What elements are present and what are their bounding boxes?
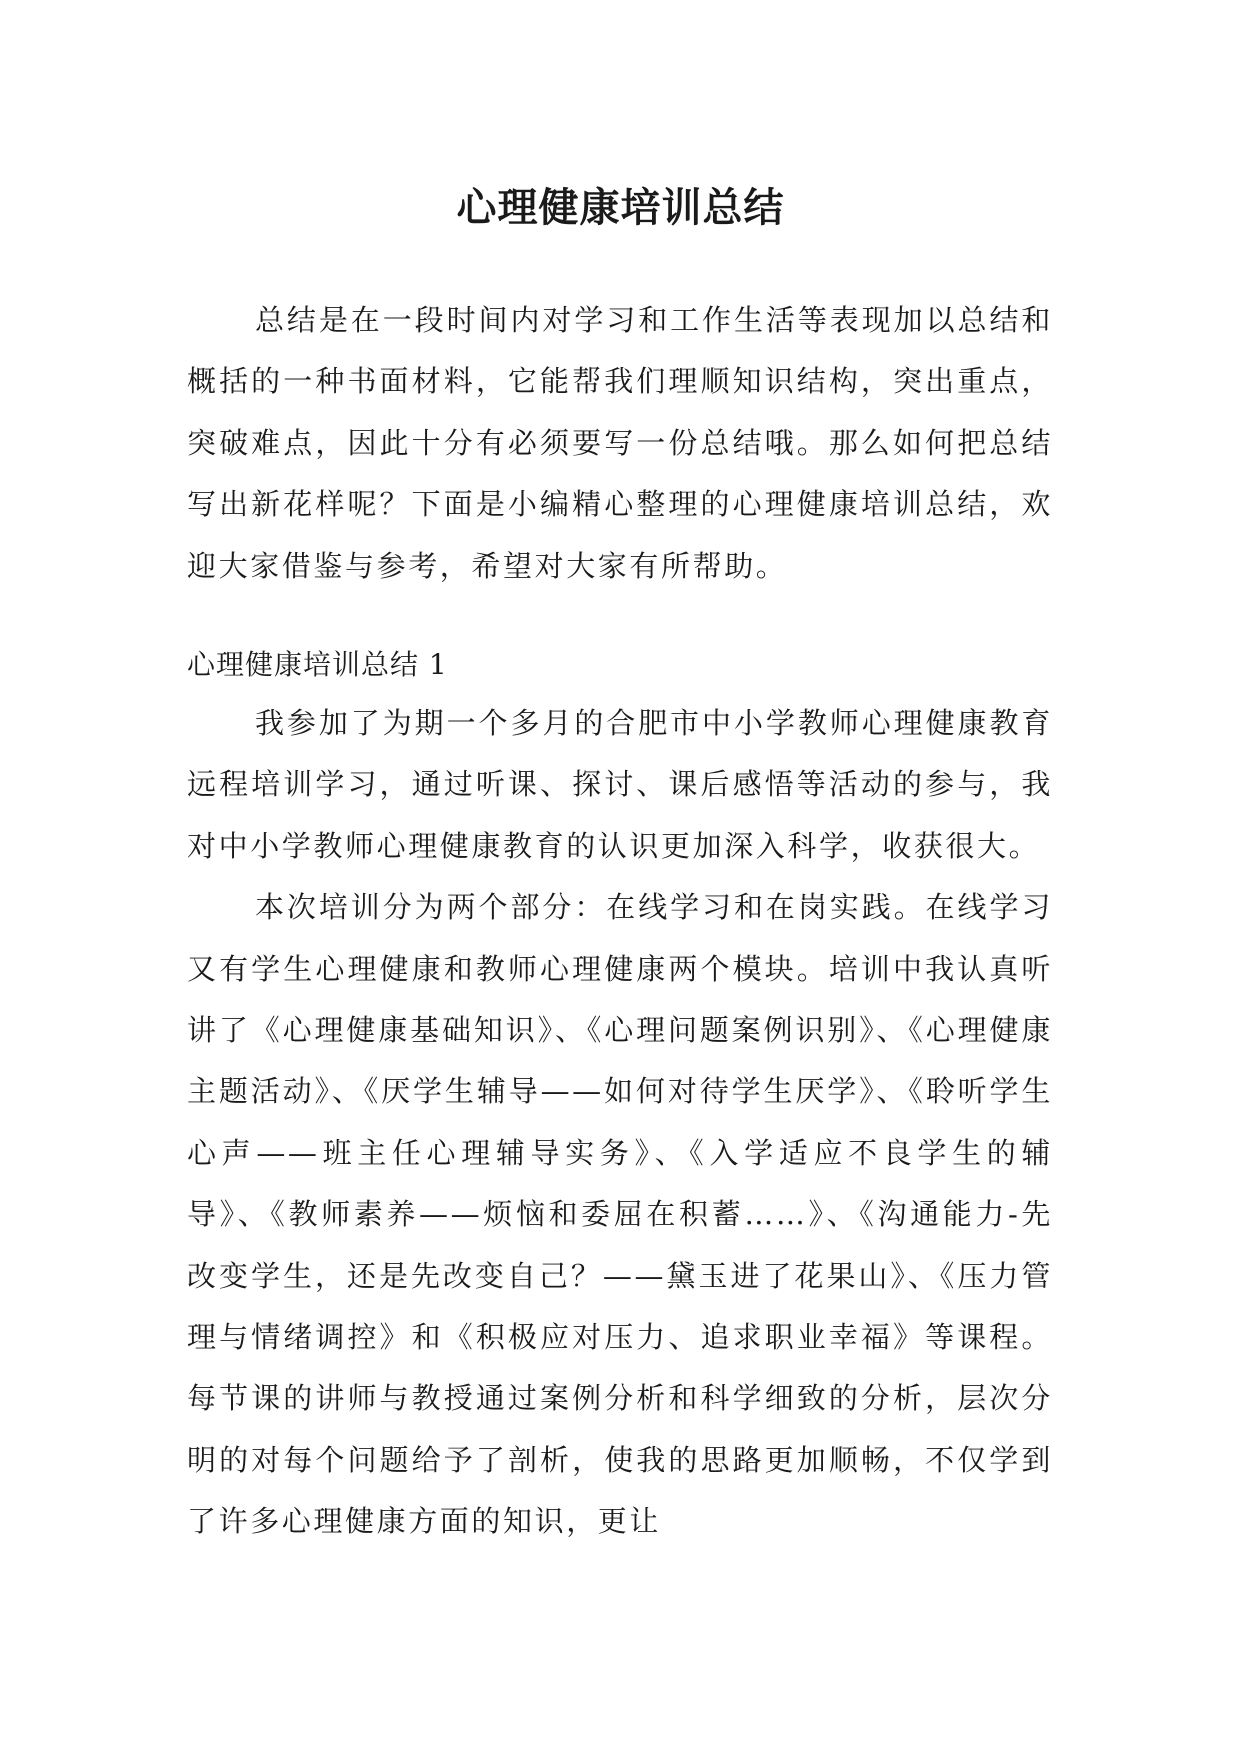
intro-paragraph: 总结是在一段时间内对学习和工作生活等表现加以总结和概括的一种书面材料，它能帮我们理顺知识结构，突出重点，突破难点，因此十分有必须要写一份总结哦。那么如何把总结写出新花样呢？下面是小编精心整理的心理健康培训总结，欢迎大家借鉴与参考，希望对大家有所帮助。 <box>187 303 1053 583</box>
body-paragraph-2: 本次培训分为两个部分：在线学习和在岗实践。在线学习又有学生心理健康和教师心理健康两个模块。培训中我认真听讲了《心理健康基础知识》、《心理问题案例识别》、《心理健康主题活动》、《厌学生辅导——如何对待学生厌学》、《聆听学生心声——班主任心理辅导实务》、《入学适应不良学生的辅导》、《教师素养——烦恼和委屈在积蓄……》、《沟通能力-先改变学生，还是先改变自己？——黛玉进了花果山》、《压力管理与情绪调控》和《积极应对压力、追求职业幸福》等课程。每节课的讲师与教授通过案例分析和科学细致的分析，层次分明的对每个问题给予了剖析，使我的思路更加顺畅，不仅学到了许多心理健康方面的知识，更让 <box>187 890 1053 1539</box>
intro-block <box>187 290 1053 597</box>
page-title: 心理健康培训总结 <box>456 183 785 231</box>
section-1 <box>187 637 1053 1553</box>
section-heading: 心理健康培训总结 1 <box>187 648 448 681</box>
body-paragraph-1: 我参加了为期一个多月的合肥市中小学教师心理健康教育远程培训学习，通过听课、探讨、课后感悟等活动的参与，我对中小学教师心理健康教育的认识更加深入科学，收获很大。 <box>187 706 1053 863</box>
